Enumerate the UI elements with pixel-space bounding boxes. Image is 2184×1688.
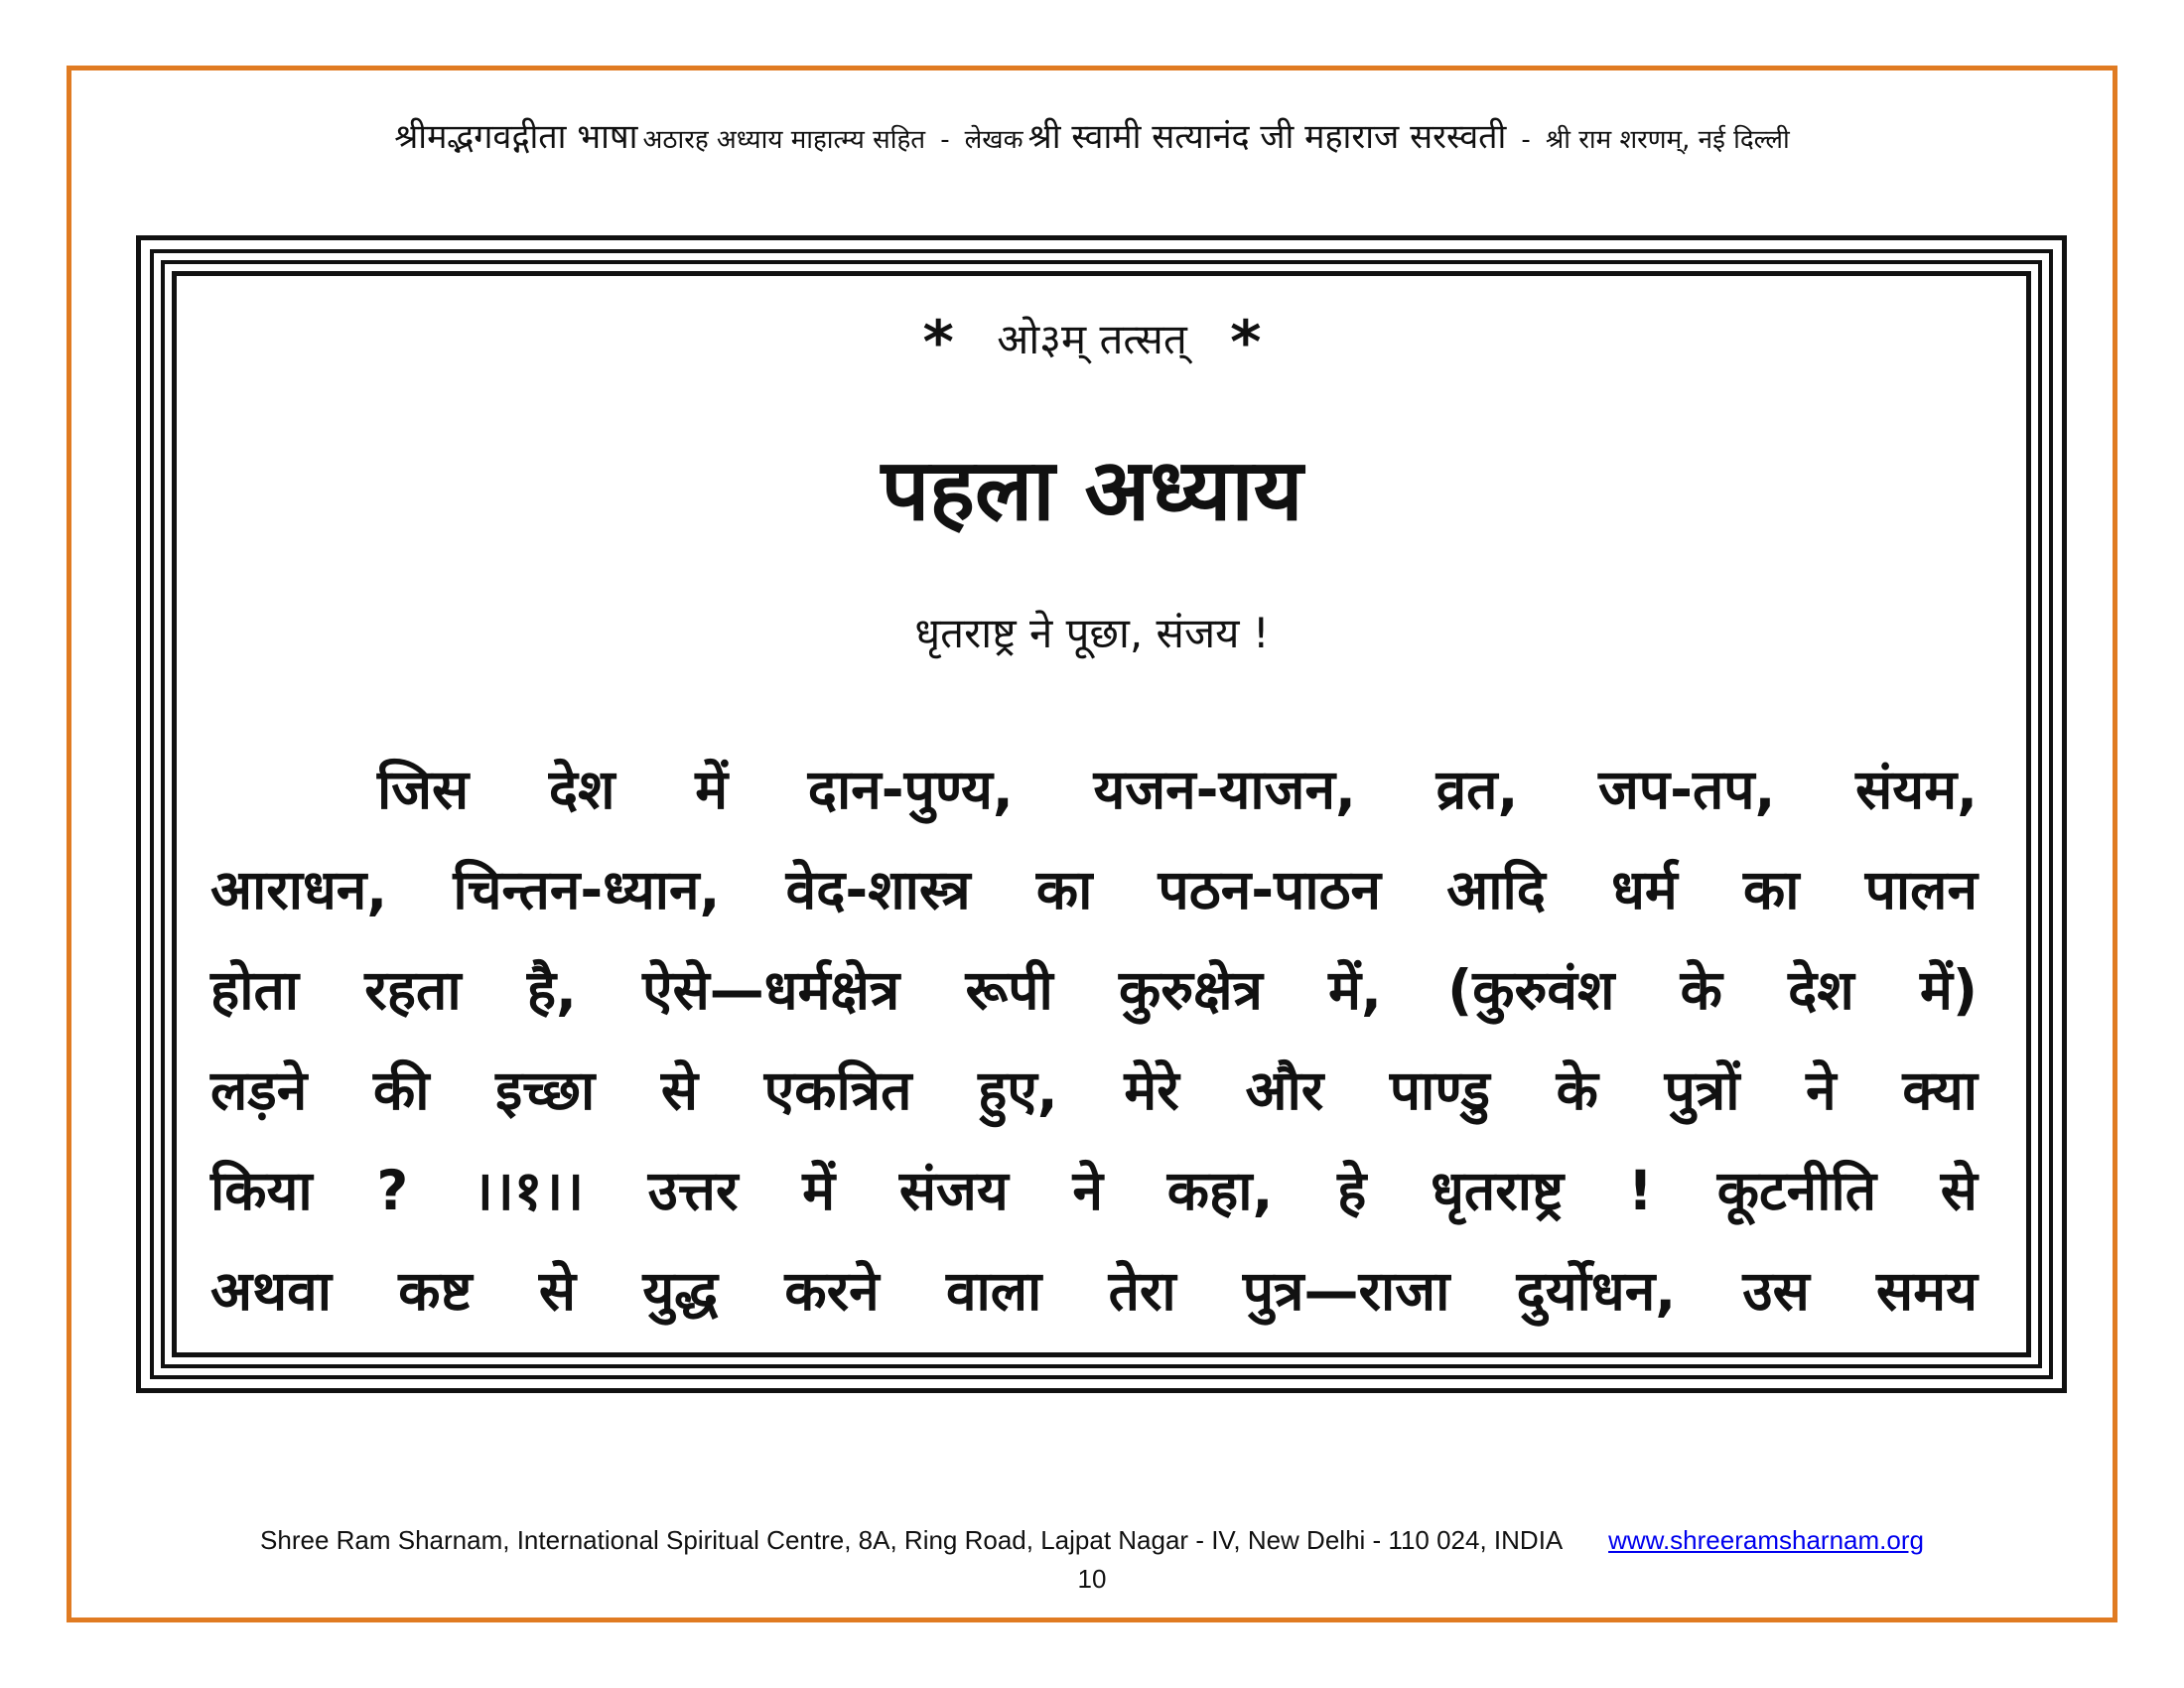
verse-line: जिस देश में दान-पुण्य, यजन-याजन, व्रत, जप-तप, संयम,	[377, 758, 1978, 821]
page-number: 10	[1077, 1564, 1107, 1594]
invocation-text: ओ३म् तत्सत्	[997, 315, 1187, 363]
author-name: श्री स्वामी सत्यानंद जी महाराज सरस्वती	[1027, 117, 1507, 157]
invocation	[0, 307, 2184, 377]
chapter-title: पहला अध्याय	[881, 441, 1303, 540]
book-subtitle: अठारह अध्याय माहात्म्य सहित	[642, 125, 926, 155]
verse-paragraph	[210, 740, 1978, 1341]
star-left-icon: *	[922, 307, 954, 377]
page-header	[67, 117, 2117, 158]
website-link[interactable]: www.shreeramsharnam.org	[1608, 1525, 1924, 1555]
author-prefix: लेखक	[964, 125, 1024, 155]
verse-line: आराधन, चिन्तन-ध्यान, वेद-शास्त्र का पठन-पाठन आदि धर्म का पालन	[210, 858, 1978, 921]
verse-line: किया ? ।।१।। उत्तर में संजय ने कहा, हे धृतराष्ट्र ! कूटनीति से	[210, 1159, 1978, 1222]
verse-line: लड़ने की इच्छा से एकत्रित हुए, मेरे और पाण्डु के पुत्रों ने क्या	[210, 1058, 1978, 1122]
page-footer	[67, 1525, 2117, 1556]
footer-address: Shree Ram Sharnam, International Spiritual Centre, 8A, Ring Road, Lajpat Nagar - IV, New Delhi - 110 024, INDIA	[260, 1525, 1562, 1555]
header-separator: -	[1521, 125, 1531, 155]
book-title: श्रीमद्भगवद्गीता भाषा	[394, 117, 638, 157]
verse-line: अथवा कष्ट से युद्ध करने वाला तेरा पुत्र—राजा दुर्योधन, उस समय	[210, 1259, 1978, 1323]
header-separator: -	[940, 125, 950, 155]
publisher-name: श्री राम शरणम्, नई दिल्ली	[1545, 125, 1790, 155]
verse-line: होता रहता है, ऐसे—धर्मक्षेत्र रूपी कुरुक्षेत्र में, (कुरुवंश के देश में)	[210, 958, 1978, 1022]
chapter-subtitle: धृतराष्ट्र ने पूछा, संजय !	[914, 609, 1270, 657]
star-right-icon: *	[1230, 307, 1262, 377]
